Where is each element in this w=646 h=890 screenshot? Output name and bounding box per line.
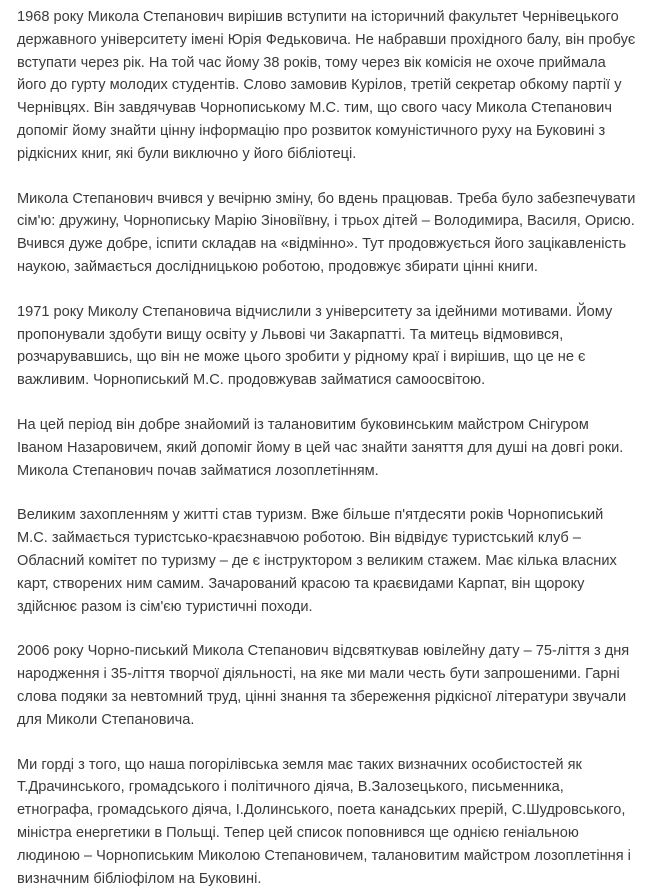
- article-body: [17, 6, 637, 890]
- paragraph-evening-studies: Микола Степанович вчився у вечірню зміну, бо вдень працював. Треба було забезпечувати сім'ю: дружину, Чорнопиську Марію Зіновіївну, і трьох дітей – Володимира, Василя, Орисю. Вчився дуже добре, іспити складав на «відмінно». Тут продовжується його зацікавленість наукою, займається дослідницькою роботою, продовжує збирати цінні книги.: [17, 190, 636, 275]
- paragraph-tourism: Великим захопленням у житті став туризм. Вже більше п'ятдесяти років Чорнописький М.С. займається туристсько-краєзнавчою роботою. Він відвідує туристський клуб – Обласний комітет по туризму – де є інструктором з великим стажем. Має кілька власних карт, створених ним самим. Зачарований красою та краєвидами Карпат, він щороку здійснює разом із сім'єю туристичні походи.: [17, 507, 617, 615]
- paragraph-notable-people: Ми горді з того, що наша погорілівська земля має таких визначних особистостей як Т.Драчинського, громадського і політичного діяча, В.Залозецького, письменника, етнографа, громадського діяча, І.Долинського, поета канадських прерій, С.Шудровського, міністра енергетики в Польщі. Тепер цей список поповнився ще однією геніальною людиною – Чорнопиським Миколою Степановичем, талановитим майстром лозоплетіння і визначним бібліофілом на Буковині.: [17, 756, 631, 887]
- paragraph-university-entry: 1968 року Микола Степанович вирішив вступити на історичний факультет Чернівецького державного університету імені Юрія Федьковича. Не набравши прохідного балу, він пробує вступати через рік. На той час йому 38 років, тому через вік комісія не охоче приймала його до гурту молодих студентів. Слово замовив Курілов, третій секретар обкому партії у Чернівцях. Він завдячував Чорнопиському М.С. тим, що свого часу Микола Степанович допоміг йому знайти цінну інформацію про розвиток комуністичного руху на Буковині з рідкісних книг, які були виключно у його бібліотеці.: [17, 9, 636, 162]
- paragraph-weaving: На цей період він добре знайомий із талановитим буковинським майстром Снігуром Іваном Назаровичем, який допоміг йому в цей час знайти заняття для душі на довгі роки. Микола Степанович почав займатися лозоплетінням.: [17, 416, 624, 479]
- paragraph-jubilee: 2006 року Чорно-писький Микола Степанович відсвяткував ювілейну дату – 75-ліття з дня народження і 35-ліття творчої діяльності, на яке ми мали честь бути запрошеними. Гарні слова подяки за невтомний труд, цінні знання та збереження рідкісної літератури звучали для Миколи Степановича.: [17, 643, 630, 728]
- paragraph-expulsion: 1971 року Миколу Степановича відчислили з університету за ідейними мотивами. Йому пропонували здобути вищу освіту у Львові чи Закарпатті. Та митець відмовився, розчарувавшись, що він не може цього зробити у рідному краї і вирішив, що це не є важливим. Чорнописький М.С. продовжував займатися самоосвітою.: [17, 303, 613, 389]
